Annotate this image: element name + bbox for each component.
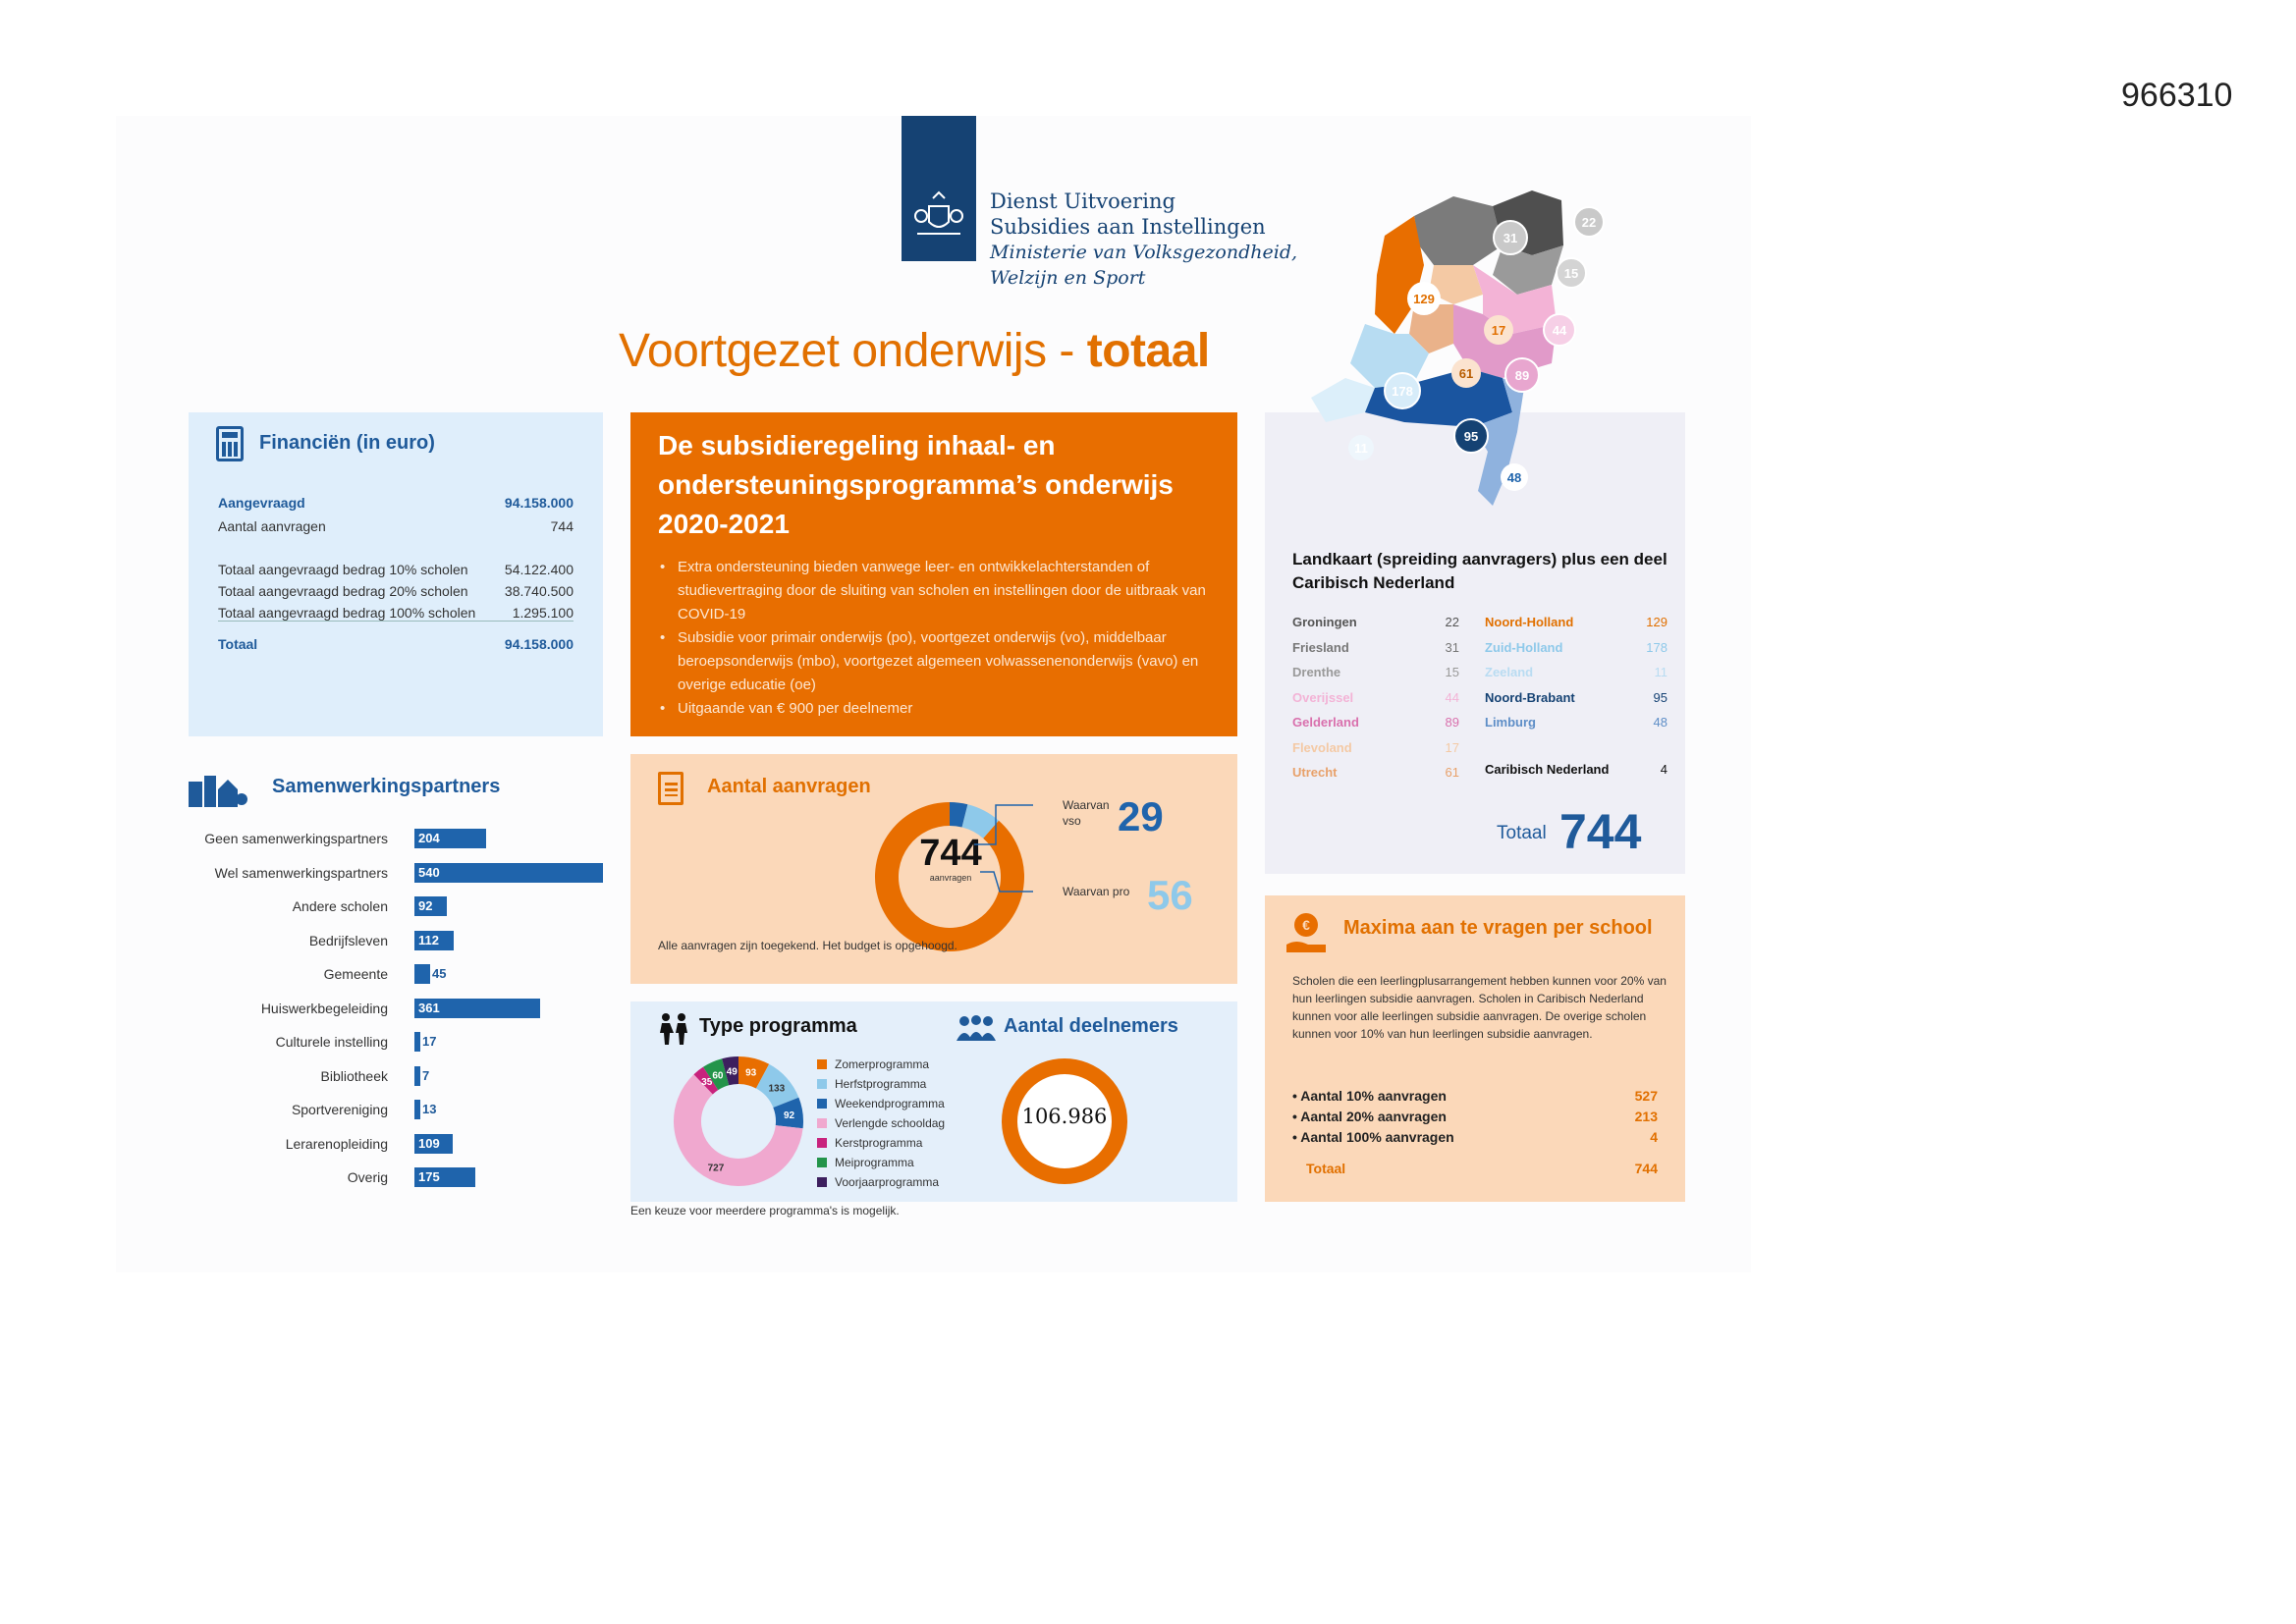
partner-value: 7 [422, 1067, 430, 1083]
partners-heading: Samenwerkingspartners [272, 776, 501, 797]
partner-value: 540 [418, 864, 440, 880]
fin-key: Totaal aangevraagd bedrag 100% scholen [218, 605, 476, 621]
province-name: Flevoland [1292, 739, 1352, 755]
maxima-row [1292, 1109, 1658, 1124]
partner-row [189, 1100, 611, 1121]
province-name: Utrecht [1292, 765, 1338, 780]
partner-row [189, 999, 611, 1020]
kaart-total-label: Totaal [1497, 823, 1547, 843]
maxima-total-value: 744 [1634, 1161, 1658, 1176]
maxima-total-label: Totaal [1306, 1161, 1346, 1176]
partner-row [189, 1134, 611, 1156]
partner-label: Bibliotheek [320, 1067, 388, 1084]
legend-item [817, 1074, 945, 1094]
fin-value: 744 [550, 518, 574, 534]
aanvragen-total: 744 [919, 833, 982, 874]
legend-item [817, 1094, 945, 1113]
partner-value: 204 [418, 831, 440, 845]
fin-row [218, 518, 574, 534]
logo-text [990, 189, 1297, 291]
partner-value: 45 [432, 966, 447, 981]
province-value: 22 [1445, 615, 1459, 629]
maxima-row [1292, 1129, 1658, 1145]
partner-value: 17 [422, 1034, 437, 1049]
fin-value: 1.295.100 [512, 605, 574, 621]
partner-label: Andere scholen [292, 898, 388, 914]
legend-swatch [817, 1099, 827, 1109]
legend-label: Kerstprogramma [835, 1136, 923, 1150]
pro-label: Waarvan pro [1063, 885, 1130, 898]
kaart-title: Landkaart (spreiding aanvragers) plus een deel Caribisch Nederland [1292, 550, 1667, 592]
province-name: Gelderland [1292, 715, 1359, 730]
partner-bar [414, 964, 430, 984]
logo-line-1: Dienst Uitvoering [990, 189, 1175, 213]
regeling-bullet: • Subsidie voor primair onderwijs (po), voortgezet onderwijs (vo), middelbaar beroepsonderwijs (mbo), voortgezet algemeen volwassenenonderwijs (vavo) en overige educatie (oe) [658, 626, 1218, 697]
maxima-key: • Aantal 100% aanvragen [1292, 1129, 1454, 1145]
province-name: Zuid-Holland [1485, 639, 1563, 655]
fin-row-total [218, 636, 574, 652]
program-segment-label: 727 [707, 1163, 725, 1174]
maxima-intro: Scholen die een leerlingplusarrangement hebben kunnen voor 20% van hun leerlingen subsidie aanvragen. Scholen in Caribisch Nederland kunnen voor alle leerlingen subsidie aanvragen. De overige scholen kunnen voor 10% van hun leerlingen subsidie aanvragen. [1292, 974, 1667, 1041]
maxima-key-text: Aantal 20% aanvragen [1300, 1109, 1447, 1124]
aanvragen-total-sub: aanvragen [929, 873, 972, 883]
province-name: Groningen [1292, 615, 1357, 629]
maxima-key: • Aantal 10% aanvragen [1292, 1088, 1447, 1104]
province-value: 31 [1445, 639, 1459, 655]
bubble-overijssel: 44 [1552, 323, 1567, 338]
legend-label: Herfstprogramma [835, 1077, 927, 1091]
partner-label: Culturele instelling [275, 1034, 388, 1050]
aanvragen-heading: Aantal aanvragen [707, 776, 871, 797]
donut-segment-vso [950, 814, 965, 816]
partner-label: Overig [347, 1169, 388, 1185]
fin-key: Totaal aangevraagd bedrag 10% scholen [218, 562, 468, 577]
maxima-value: 527 [1634, 1088, 1658, 1104]
legend-label: Voorjaarprogramma [835, 1175, 940, 1189]
partner-row [189, 931, 611, 952]
program-segment-label: 35 [701, 1077, 713, 1089]
financien-heading: Financiën (in euro) [259, 432, 435, 454]
province-value: 11 [1654, 665, 1667, 679]
partner-value: 109 [418, 1135, 440, 1151]
page-title [619, 324, 1210, 378]
map-zeeland [1311, 378, 1375, 422]
legend-item [817, 1153, 945, 1172]
logo-line-4: Welzijn en Sport [990, 267, 1146, 289]
province-value: 15 [1445, 665, 1459, 679]
province-name: Limburg [1485, 715, 1536, 730]
legend-label: Zomerprogramma [835, 1057, 930, 1071]
province-value: 178 [1646, 639, 1667, 655]
partner-row [189, 1167, 611, 1189]
fin-key: Totaal aangevraagd bedrag 20% scholen [218, 583, 468, 599]
partner-bar [414, 1032, 420, 1052]
legend-item [817, 1113, 945, 1133]
bubble-zeeland: 11 [1354, 441, 1368, 456]
fin-value: 94.158.000 [504, 495, 574, 511]
partner-value: 92 [418, 898, 433, 913]
logo-line-2: Subsidies aan Instellingen [990, 215, 1266, 239]
program-segment-label: 93 [745, 1067, 757, 1079]
province-value: 61 [1445, 765, 1459, 780]
kaart-total-value: 744 [1559, 804, 1642, 859]
province-name: Noord-Brabant [1485, 689, 1575, 705]
maxima-row [1292, 1088, 1658, 1104]
maxima-heading: Maxima aan te vragen per school [1343, 917, 1653, 939]
aanvragen-panel [630, 754, 1237, 984]
partner-label: Wel samenwerkingspartners [214, 864, 388, 881]
partner-row [189, 964, 611, 986]
financien-panel [189, 412, 603, 736]
vso-label-line-1: Waarvan [1063, 798, 1110, 812]
province-value: 48 [1653, 715, 1667, 730]
fin-key: Totaal [218, 636, 258, 652]
legend-swatch [817, 1177, 827, 1187]
legend-item [817, 1055, 945, 1074]
fin-row [218, 562, 574, 577]
map-friesland [1414, 196, 1503, 265]
regeling-panel [630, 412, 1237, 736]
buildings-icon [189, 772, 247, 807]
fin-value: 38.740.500 [504, 583, 574, 599]
partner-row [189, 829, 611, 850]
regeling-bullet: • Uitgaande van € 900 per deelnemer [658, 697, 1218, 721]
coins-hand-icon [1283, 909, 1334, 956]
province-name: Caribisch Nederland [1485, 762, 1610, 777]
partner-label: Lerarenopleiding [285, 1135, 388, 1152]
fin-value: 94.158.000 [504, 636, 574, 652]
partner-row [189, 863, 611, 885]
bubble-gelderland: 89 [1514, 368, 1530, 383]
bubble-noord-brabant: 95 [1463, 429, 1479, 444]
province-value: 4 [1660, 762, 1667, 777]
fin-row [218, 583, 574, 599]
partner-value: 13 [422, 1102, 437, 1116]
partner-bar [414, 1066, 420, 1086]
legend-item [817, 1172, 945, 1192]
regeling-bullet: • Extra ondersteuning bieden vanwege leer- en ontwikkelachterstanden of studievertraging door de sluiting van scholen en instellingen door de uitbraak van COVID-19 [658, 556, 1218, 626]
partner-value: 361 [418, 1000, 440, 1015]
province-name: Noord-Holland [1485, 615, 1574, 629]
province-value: 95 [1653, 689, 1667, 705]
bubble-limburg: 48 [1506, 470, 1522, 485]
document-icon [658, 772, 683, 805]
province-name: Drenthe [1292, 665, 1341, 679]
bubble-friesland: 31 [1503, 231, 1518, 245]
province-name: Friesland [1292, 639, 1349, 655]
bubble-groningen: 22 [1581, 215, 1597, 230]
legend-label: Weekendprogramma [835, 1097, 945, 1110]
partner-label: Sportvereniging [291, 1102, 388, 1117]
province-value: 44 [1445, 689, 1459, 705]
type-programma-donut [670, 1053, 807, 1190]
maxima-key-text: Aantal 100% aanvragen [1300, 1129, 1454, 1145]
deelnemers-value: 106.986 [1021, 1105, 1108, 1128]
partner-value: 175 [418, 1169, 440, 1184]
program-segment-label: 133 [768, 1083, 786, 1095]
vso-value: 29 [1118, 793, 1164, 839]
type-programma-legend [817, 1055, 945, 1192]
deelnemers-heading: Aantal deelnemers [1004, 1015, 1178, 1037]
partner-value: 112 [418, 932, 439, 947]
title-main: Voortgezet onderwijs - [619, 325, 1087, 377]
aanvragen-note: Alle aanvragen zijn toegekend. Het budget is opgehoogd. [658, 939, 957, 952]
vso-label [1063, 797, 1110, 829]
vso-label-line-2: vso [1063, 814, 1081, 828]
legend-swatch [817, 1079, 827, 1089]
calculator-icon [216, 426, 244, 461]
maxima-panel [1265, 895, 1685, 1202]
partner-label: Geen samenwerkingspartners [204, 831, 388, 846]
type-programma-note: Een keuze voor meerdere programma's is mogelijk. [630, 1204, 900, 1218]
province-name: Zeeland [1485, 665, 1534, 679]
legend-swatch [817, 1138, 827, 1148]
netherlands-map [1306, 177, 1640, 540]
maxima-total-row [1292, 1161, 1658, 1176]
province-value: 89 [1445, 715, 1459, 730]
bubble-utrecht: 61 [1458, 366, 1474, 381]
bubble-noord-holland: 129 [1413, 292, 1435, 306]
fin-row [218, 495, 574, 511]
partner-label: Bedrijfsleven [308, 932, 388, 948]
legend-label: Meiprogramma [835, 1156, 914, 1169]
partner-row [189, 896, 611, 918]
program-segment-label: 49 [726, 1066, 738, 1078]
regeling-bullets [658, 556, 1218, 721]
legend-swatch [817, 1118, 827, 1128]
partner-row [189, 1066, 611, 1088]
bubble-drenthe: 15 [1563, 266, 1579, 281]
maxima-value: 4 [1650, 1129, 1658, 1145]
maxima-key: • Aantal 20% aanvragen [1292, 1109, 1447, 1124]
legend-swatch [817, 1158, 827, 1167]
regeling-heading: De subsidieregeling inhaal- en ondersteuningsprogramma’s onderwijs 2020-2021 [658, 430, 1174, 539]
bubble-flevoland: 17 [1491, 323, 1506, 338]
people-icon [955, 1015, 998, 1041]
type-programma-panel [630, 1001, 1237, 1202]
partner-label: Huiswerkbegeleiding [260, 1000, 388, 1016]
program-segment-label: 92 [783, 1110, 795, 1122]
type-programma-heading: Type programma [699, 1015, 857, 1037]
fin-key: Aantal aanvragen [218, 518, 326, 534]
fin-row [218, 605, 574, 622]
program-segment-label: 60 [712, 1070, 724, 1082]
bubble-zuid-holland: 178 [1392, 384, 1413, 399]
children-icon [656, 1011, 691, 1047]
fin-key: Aangevraagd [218, 495, 305, 511]
fin-value: 54.122.400 [504, 562, 574, 577]
province-name: Overijssel [1292, 689, 1354, 705]
maxima-key-text: Aantal 10% aanvragen [1300, 1088, 1447, 1104]
legend-label: Verlengde schooldag [835, 1116, 946, 1130]
partner-label: Gemeente [323, 966, 388, 982]
partner-row [189, 1032, 611, 1054]
coat-of-arms-icon [909, 187, 968, 242]
pro-value: 56 [1147, 872, 1193, 918]
maxima-value: 213 [1634, 1109, 1658, 1124]
legend-swatch [817, 1059, 827, 1069]
legend-item [817, 1133, 945, 1153]
logo-line-3: Ministerie van Volksgezondheid, [990, 242, 1298, 263]
province-value: 129 [1646, 615, 1667, 629]
title-bold: totaal [1086, 325, 1210, 377]
document-id: 966310 [2121, 77, 2233, 114]
svg-text:€: € [1302, 917, 1310, 933]
partner-bar [414, 1100, 420, 1119]
province-value: 17 [1445, 739, 1459, 755]
partner-bar [414, 863, 603, 883]
